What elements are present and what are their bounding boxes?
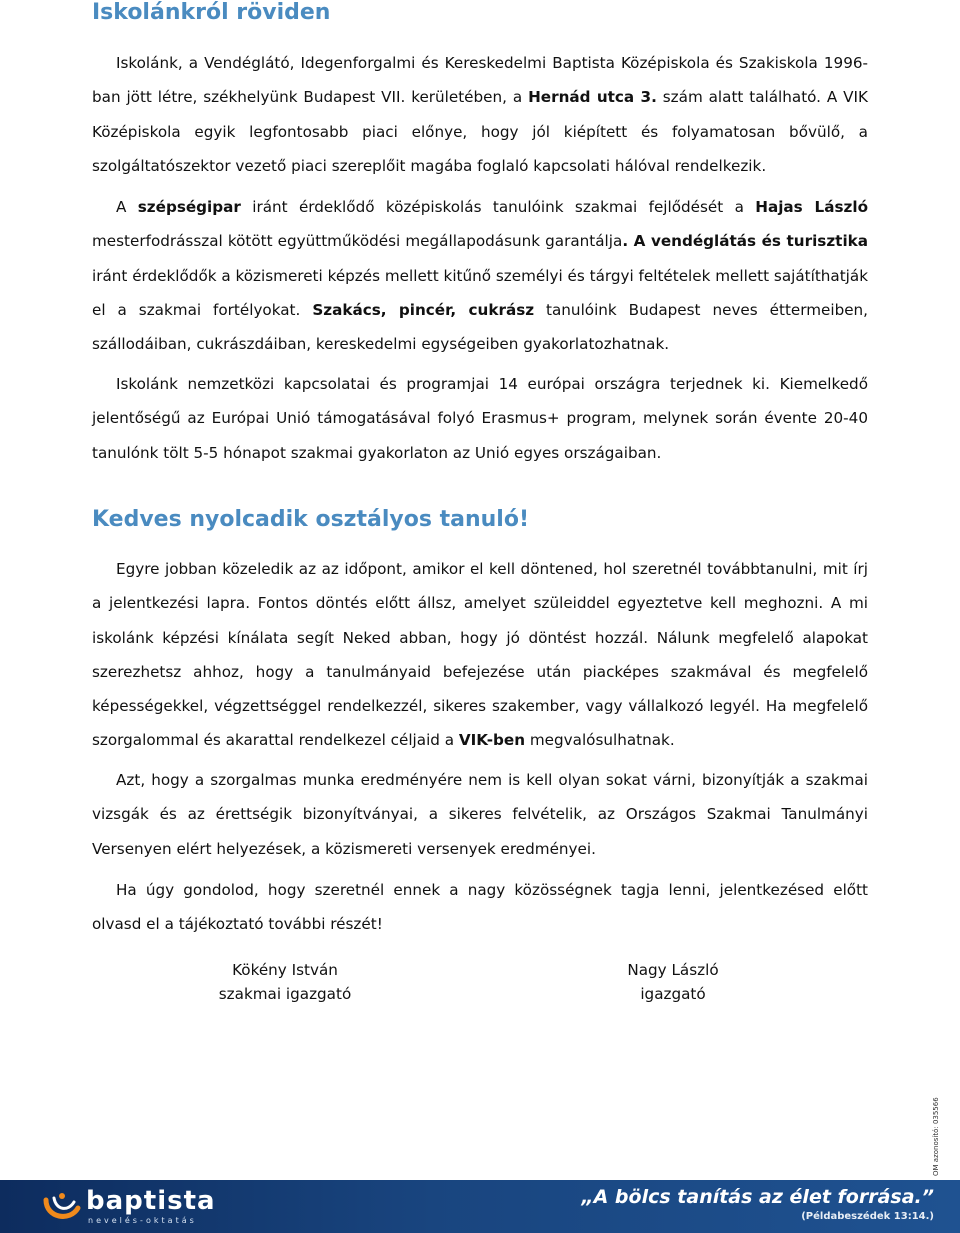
section-heading-intro: Iskolánkról röviden [92, 0, 331, 25]
paragraph-decision [92, 552, 868, 758]
text-segment: megvalósulhatnak. [525, 731, 675, 750]
text-bold-professions: Szakács, pincér, cukrász [312, 300, 535, 319]
signature-title: szakmai igazgató [218, 985, 352, 1003]
section-heading-greeting: Kedves nyolcadik osztályos tanuló! [92, 507, 529, 532]
text-segment: mesterfodrásszal kötött együttműködési megállapodásunk garantálja [92, 232, 623, 251]
text-bold-beauty: szépségipar [137, 198, 241, 216]
signature-block-right [563, 958, 783, 1006]
om-code-text: OM azonosító: 035566 [932, 1097, 940, 1176]
footer-brand-name: baptista [86, 1186, 216, 1216]
paragraph-international: Iskolánk nemzetközi kapcsolatai és programjai 14 európai országra terjednek ki. Kiemelkedő jelentőségű az Európai Unió támogatásával folyó Erasmus+ program, melynek során évente 20-40 tanulónk tölt 5-5 hónapot szakmai gyakorlaton az Unió egyes országaiban. [92, 375, 868, 462]
signature-name: Kökény István [232, 961, 338, 979]
text-bold-hairdresser: Hajas László [755, 198, 868, 216]
paragraph-training [92, 190, 868, 361]
signature-block-left [175, 958, 395, 1006]
text-segment: Egyre jobban közeledik az az időpont, amikor el kell döntened, hol szeretnél továbbtanulni, mit írj a jelentkezési lapra. Fontos döntés előtt állsz, amelyet szüleiddel egyeztetve kell meghozni. A mi iskolánk képzési kínálata segít Neked abban, hogy jó döntést hozzál. Nálunk megfelelő alapokat szerezhetsz ahhoz, hogy a tanulmányaid befejezése után piacképes szakmával és megfelelő képességekkel, végzettséggel rendelkezzél, sikeres szakember, vagy vállalkozó legyél. Ha megfelelő szorgalommal és akarattal rendelkezel céljaid a [92, 560, 868, 750]
text-segment: Iskolánk, a Vendéglátó, Idegenforgalmi és Kereskedelmi Baptista Középiskola és Szakiskola 1996-ban jött létre, székhelyünk Budapest VII. kerületében, a [92, 54, 868, 107]
text-segment: tanulóink Budapest neves éttermeiben, szállodáiban, cukrászdáiban, kereskedelmi egységeiben gyakorlatozhatnak. [92, 300, 869, 354]
paragraph-school-intro [92, 46, 868, 183]
baptista-logo-icon [40, 1190, 84, 1224]
text-segment: A [116, 198, 138, 216]
paragraph-results: Azt, hogy a szorgalmas munka eredményére nem is kell olyan sokat várni, bizonyítják a szakmai vizsgák és az érettségik bizonyítványai, a sikeres felvételik, az Országos Szakmai Tanulmányi Versenyen elért helyezések, a közismereti versenyek eredményei. [92, 771, 868, 858]
footer-slogan: „A bölcs tanítás az élet forrása.” [581, 1186, 934, 1208]
text-segment: iránt érdeklődő középiskolás tanulóink szakmai fejlődését a [240, 198, 756, 216]
om-code-vertical [930, 1090, 944, 1176]
text-bold-address: Hernád utca 3. [528, 88, 657, 107]
footer-brand-subtitle: nevelés-oktatás [88, 1216, 197, 1225]
text-segment: szám alatt található. A VIK Középiskola egyik legfontosabb piaci előnye, hogy jól kiépített és folyamatosan bővülő, a szolgáltatószektor vezető piaci szereplőit magába foglaló kapcsolati hálóval rendelkezik. [92, 88, 868, 175]
text-bold-hospitality: . A vendéglátás és turisztika [622, 232, 868, 251]
signature-name: Nagy László [627, 961, 719, 979]
footer-slogan-reference: (Példabeszédek 13:14.) [801, 1211, 934, 1222]
paragraph-invitation: Ha úgy gondolod, hogy szeretnél ennek a nagy közösségnek tagja lenni, jelentkezésed előtt olvasd el a tájékoztató további részét! [92, 881, 868, 934]
signature-title: igazgató [640, 985, 706, 1003]
text-segment: iránt érdeklődők a közismereti képzés mellett kitűnő személyi és tárgyi feltételek mellett sajátíthatják el a szakmai fortélyokat. [92, 266, 868, 319]
text-bold-vik: VIK-ben [458, 731, 526, 750]
